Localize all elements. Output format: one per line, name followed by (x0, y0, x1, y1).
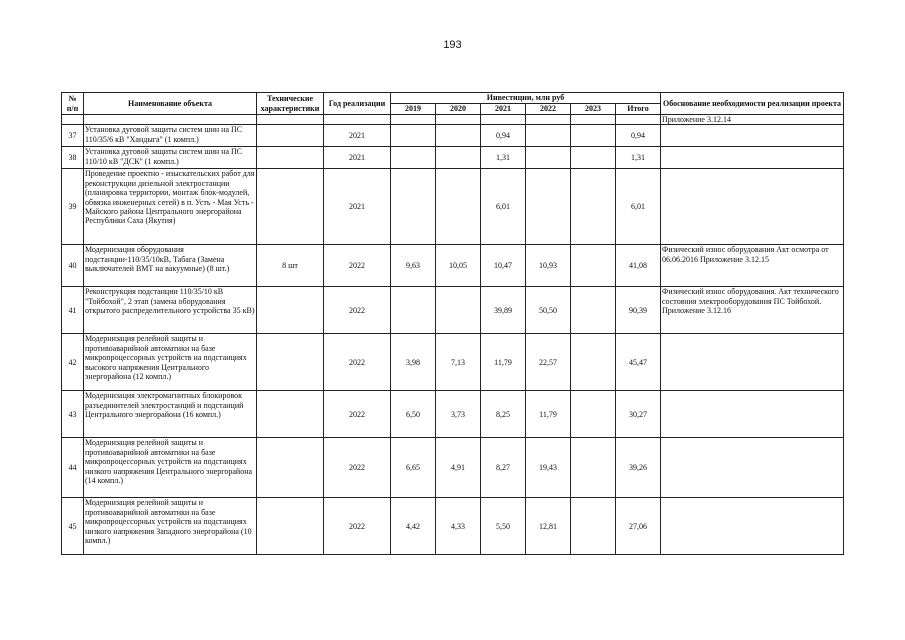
cell-year: 2022 (324, 391, 391, 438)
cell-tech (257, 169, 324, 245)
cell-tech (257, 125, 324, 147)
cell-2020: 4,33 (436, 498, 481, 555)
header-tech: Технические характеристики (257, 93, 324, 115)
cell-2020 (436, 125, 481, 147)
cell-2021: 6,01 (481, 169, 526, 245)
cell-total: 41,08 (616, 245, 661, 287)
cell-name: Реконструкция подстанции 110/35/10 кВ "Тойбохой", 2 этап (замена оборудования открытого распределительного устройства 35 кВ) (84, 287, 257, 334)
cell-num: 44 (62, 438, 84, 498)
cell-justification (661, 391, 844, 438)
cell-2023 (571, 169, 616, 245)
table-row (62, 245, 844, 287)
table-row (62, 169, 844, 245)
cell-name: Установка дуговой защиты систем шин на ПС 110/35/6 кВ "Хандыга" (1 компл.) (84, 125, 257, 147)
cell-2021: 8,25 (481, 391, 526, 438)
table-row (62, 147, 844, 169)
cell-2020: 3,73 (436, 391, 481, 438)
cell-tech (257, 498, 324, 555)
cell-total: 45,47 (616, 334, 661, 391)
cell-2020 (436, 169, 481, 245)
cell-name: Установка дуговой защиты систем шин на ПС 110/10 кВ "ДСК" (1 компл.) (84, 147, 257, 169)
cell-2022: 11,79 (526, 391, 571, 438)
cell-num: 41 (62, 287, 84, 334)
cell-year: 2021 (324, 169, 391, 245)
table-row (62, 287, 844, 334)
cell-tech: 8 шт (257, 245, 324, 287)
cell-2020 (436, 147, 481, 169)
cell-total: 0,94 (616, 125, 661, 147)
cell-2022: 50,50 (526, 287, 571, 334)
cell-num: 42 (62, 334, 84, 391)
cell-2019: 6,50 (391, 391, 436, 438)
cell-2019 (391, 125, 436, 147)
cell-name: Модернизация электромагнитных блокировок разъединителей электростанций и подстанций Центрального энергорайона (16 компл.) (84, 391, 257, 438)
cell-name: Проведение проектно - изыскательских работ для реконструкции дизельной электростанции (планировка территории, монтаж блок-модулей, обвязка инженерных сетей) в п. Усть - Мая Усть - Майского района Центрального энергорайона Республики Саха (Якутия) (84, 169, 257, 245)
table-row (62, 125, 844, 147)
cell-2023 (571, 245, 616, 287)
cell-justification (661, 498, 844, 555)
cell-2021: 10,47 (481, 245, 526, 287)
cell-2023 (571, 287, 616, 334)
header-year-2021: 2021 (481, 104, 526, 115)
header-total: Итого (616, 104, 661, 115)
cell-2022 (526, 169, 571, 245)
cell-total: 6,01 (616, 169, 661, 245)
cell-year: 2022 (324, 245, 391, 287)
header-num: № п/п (62, 93, 84, 115)
cell-2021: 1,31 (481, 147, 526, 169)
cell-total: 90,39 (616, 287, 661, 334)
header-year-2020: 2020 (436, 104, 481, 115)
cell-year: 2022 (324, 287, 391, 334)
cell-2019: 4,42 (391, 498, 436, 555)
cell-name: Модернизация релейной защиты и противоаварийной автоматики на базе микропроцессорных устройств на подстанциях высокого напряжения Центрального энергорайона (12 компл.) (84, 334, 257, 391)
cell-year: 2021 (324, 125, 391, 147)
cell-2021: 11,79 (481, 334, 526, 391)
cell-2019: 3,98 (391, 334, 436, 391)
header-year-2022: 2022 (526, 104, 571, 115)
cell-total: 27,06 (616, 498, 661, 555)
cell-2023 (571, 438, 616, 498)
cell-justification (661, 169, 844, 245)
header-name: Наименование объекта (84, 93, 257, 115)
page-number: 193 (443, 39, 462, 51)
cell-num: 37 (62, 125, 84, 147)
cell-2022: 12,81 (526, 498, 571, 555)
cell-2019 (391, 287, 436, 334)
cell-2021: 8,27 (481, 438, 526, 498)
cell-2022: 22,57 (526, 334, 571, 391)
header-year: Год реализации (324, 93, 391, 115)
continuation-note: Приложение 3.12.14 (661, 115, 844, 125)
cell-year: 2022 (324, 498, 391, 555)
cell-year: 2022 (324, 438, 391, 498)
cell-2019: 9,63 (391, 245, 436, 287)
cell-justification (661, 147, 844, 169)
cell-2023 (571, 391, 616, 438)
cell-justification: Физический износ оборудования Акт осмотра от 06.06.2016 Приложение 3.12.15 (661, 245, 844, 287)
cell-num: 39 (62, 169, 84, 245)
cell-num: 38 (62, 147, 84, 169)
cell-2020: 7,13 (436, 334, 481, 391)
cell-2023 (571, 334, 616, 391)
cell-2022 (526, 125, 571, 147)
cell-2019: 6,65 (391, 438, 436, 498)
header-year-2023: 2023 (571, 104, 616, 115)
cell-tech (257, 334, 324, 391)
cell-2023 (571, 498, 616, 555)
cell-tech (257, 438, 324, 498)
cell-name: Модернизация релейной защиты и противоаварийной автоматики на базе микропроцессорных устройств на подстанциях низкого напряжения Центрального энергорайона (14 компл.) (84, 438, 257, 498)
cell-tech (257, 287, 324, 334)
header-justification: Обоснование необходимости реализации проекта (661, 93, 844, 115)
table-row (62, 438, 844, 498)
investment-table (61, 92, 844, 555)
cell-total: 1,31 (616, 147, 661, 169)
cell-justification (661, 125, 844, 147)
cell-total: 30,27 (616, 391, 661, 438)
cell-2022: 10,93 (526, 245, 571, 287)
cell-2023 (571, 125, 616, 147)
cell-2021: 0,94 (481, 125, 526, 147)
cell-total: 39,26 (616, 438, 661, 498)
cell-2019 (391, 169, 436, 245)
cell-justification (661, 334, 844, 391)
cell-2022: 19,43 (526, 438, 571, 498)
cell-2021: 5,50 (481, 498, 526, 555)
cell-2020 (436, 287, 481, 334)
cell-num: 45 (62, 498, 84, 555)
cell-2022 (526, 147, 571, 169)
cell-year: 2021 (324, 147, 391, 169)
cell-num: 40 (62, 245, 84, 287)
table-row (62, 391, 844, 438)
cell-tech (257, 391, 324, 438)
cell-tech (257, 147, 324, 169)
cell-name: Модернизация оборудования подстанции-110/35/10кВ, Табага (Замена выключателей ВМТ на вакуумные) (8 шт.) (84, 245, 257, 287)
continuation-row (62, 115, 844, 125)
cell-2023 (571, 147, 616, 169)
cell-justification (661, 438, 844, 498)
cell-2021: 39,89 (481, 287, 526, 334)
table-row (62, 334, 844, 391)
header-year-2019: 2019 (391, 104, 436, 115)
cell-name: Модернизация релейной защиты и противоаварийной автоматики на базе микропроцессорных устройств на подстанциях низкого напряжения Западного энергорайона (10 компл.) (84, 498, 257, 555)
cell-2019 (391, 147, 436, 169)
cell-year: 2022 (324, 334, 391, 391)
cell-num: 43 (62, 391, 84, 438)
cell-2020: 4,91 (436, 438, 481, 498)
table-row (62, 498, 844, 555)
header-investments: Инвестиции, млн руб (391, 93, 661, 104)
cell-2020: 10,05 (436, 245, 481, 287)
cell-justification: Физический износ оборудования. Акт технического состояния электрооборудования ПС Тойбохой. Приложение 3.12.16 (661, 287, 844, 334)
